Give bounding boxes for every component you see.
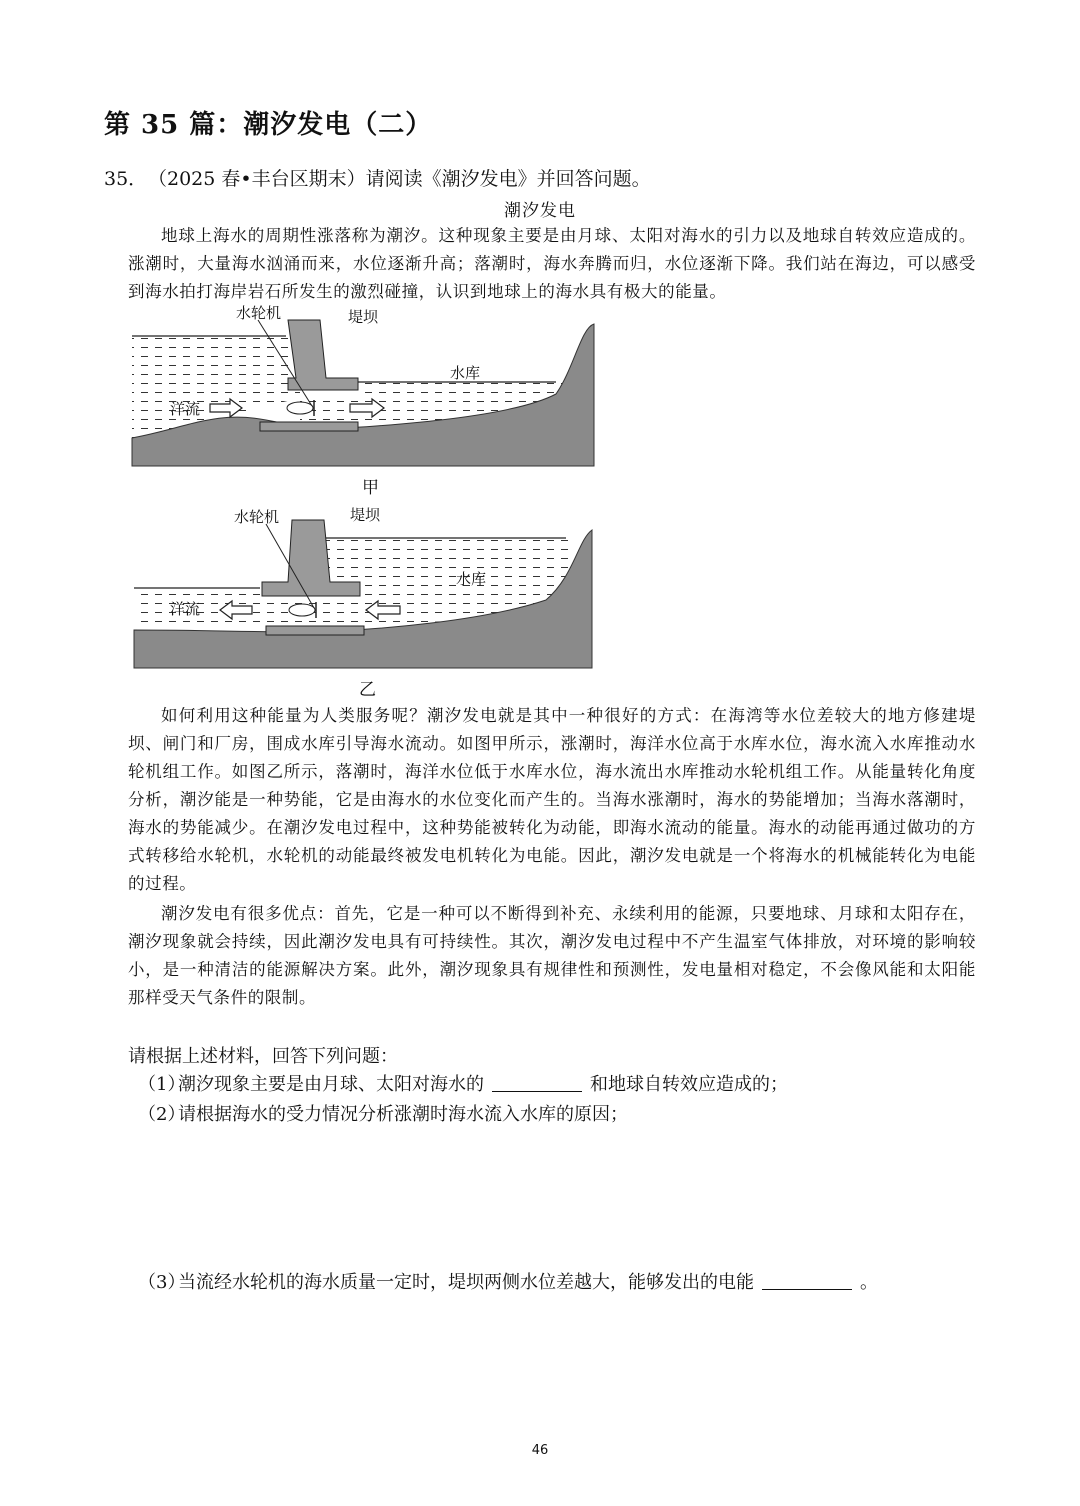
question-label: （3） bbox=[138, 1272, 186, 1293]
answer-blank[interactable] bbox=[762, 1271, 852, 1290]
figure-ebb-tide bbox=[126, 500, 606, 672]
turbine-label: 水轮机 bbox=[236, 304, 282, 322]
question-1: （1）潮汐现象主要是由月球、太阳对海水的 和地球自转效应造成的； bbox=[138, 1070, 788, 1096]
question-label: （1） bbox=[138, 1074, 186, 1095]
turbine-label: 水轮机 bbox=[234, 508, 280, 526]
page-title: 第 35 篇：潮汐发电（二） bbox=[104, 110, 433, 140]
reservoir-label: 水库 bbox=[456, 570, 487, 588]
answer-blank[interactable] bbox=[492, 1073, 582, 1092]
question-header bbox=[104, 164, 651, 191]
reservoir-label: 水库 bbox=[450, 364, 481, 382]
question-3: （3）当流经水轮机的海水质量一定时，堤坝两侧水位差越大，能够发出的电能 。 bbox=[138, 1268, 878, 1294]
dam-label: 堤坝 bbox=[350, 506, 381, 524]
page-number: 46 bbox=[531, 1443, 549, 1458]
figure-flood-tide bbox=[126, 298, 606, 470]
article-title: 潮汐发电 bbox=[504, 201, 576, 221]
question-number: 35． bbox=[104, 168, 148, 190]
figure-caption: 甲 bbox=[362, 478, 379, 498]
question-label: （2） bbox=[138, 1104, 186, 1125]
turbine-icon bbox=[289, 604, 315, 616]
questions-intro: 请根据上述材料，回答下列问题： bbox=[128, 1046, 398, 1067]
current-label: 洋流 bbox=[170, 400, 201, 418]
figure-caption: 乙 bbox=[359, 680, 376, 700]
dam-label: 堤坝 bbox=[348, 308, 379, 326]
dam bbox=[288, 320, 358, 390]
article-paragraph: 地球上海水的周期性涨落称为潮汐。这种现象主要是由月球、太阳对海水的引力以及地球自转效应造成的。涨潮时，大量海水汹涌而来，水位逐渐升高；落潮时，海水奔腾而归，水位逐渐下降。我们站在海边，可以感受到海水拍打海岸岩石所发生的激烈碰撞，认识到地球上的海水具有极大的能量。 bbox=[128, 226, 976, 301]
article-paragraph: 潮汐发电有很多优点：首先，它是一种可以不断得到补充、永续利用的能源，只要地球、月球和太阳存在，潮汐现象就会持续，因此潮汐发电具有可持续性。其次，潮汐发电过程中不产生温室气体排放，对环境的影响较小，是一种清洁的能源解决方案。此外，潮汐现象具有规律性和预测性，发电量相对稳定，不会像风能和太阳能那样受天气条件的限制。 bbox=[128, 904, 976, 1007]
current-label: 洋流 bbox=[170, 600, 201, 618]
article-paragraph: 如何利用这种能量为人类服务呢？潮汐发电就是其中一种很好的方式：在海湾等水位差较大的地方修建堤坝、闸门和厂房，围成水库引导海水流动。如图甲所示，涨潮时，海洋水位高于水库水位，海水流入水库推动水轮机组工作。如图乙所示，落潮时，海洋水位低于水库水位，海水流出水库推动水轮机组工作。从能量转化角度分析，潮汐能是一种势能，它是由海水的水位变化而产生的。当海水涨潮时，海水的势能增加；当海水落潮时，海水的势能减少。在潮汐发电过程中，这种势能被转化为动能，即海水流动的能量。海水的动能再通过做功的方式转移给水轮机，水轮机的动能最终被发电机转化为电能。因此，潮汐发电就是一个将海水的机械能转化为电能的过程。 bbox=[128, 706, 976, 893]
question-source: （2025 春•丰台区期末）请阅读《潮汐发电》并回答问题。 bbox=[148, 168, 651, 190]
turbine-icon bbox=[287, 402, 313, 414]
question-2: （2）请根据海水的受力情况分析涨潮时海水流入水库的原因； bbox=[138, 1100, 628, 1126]
